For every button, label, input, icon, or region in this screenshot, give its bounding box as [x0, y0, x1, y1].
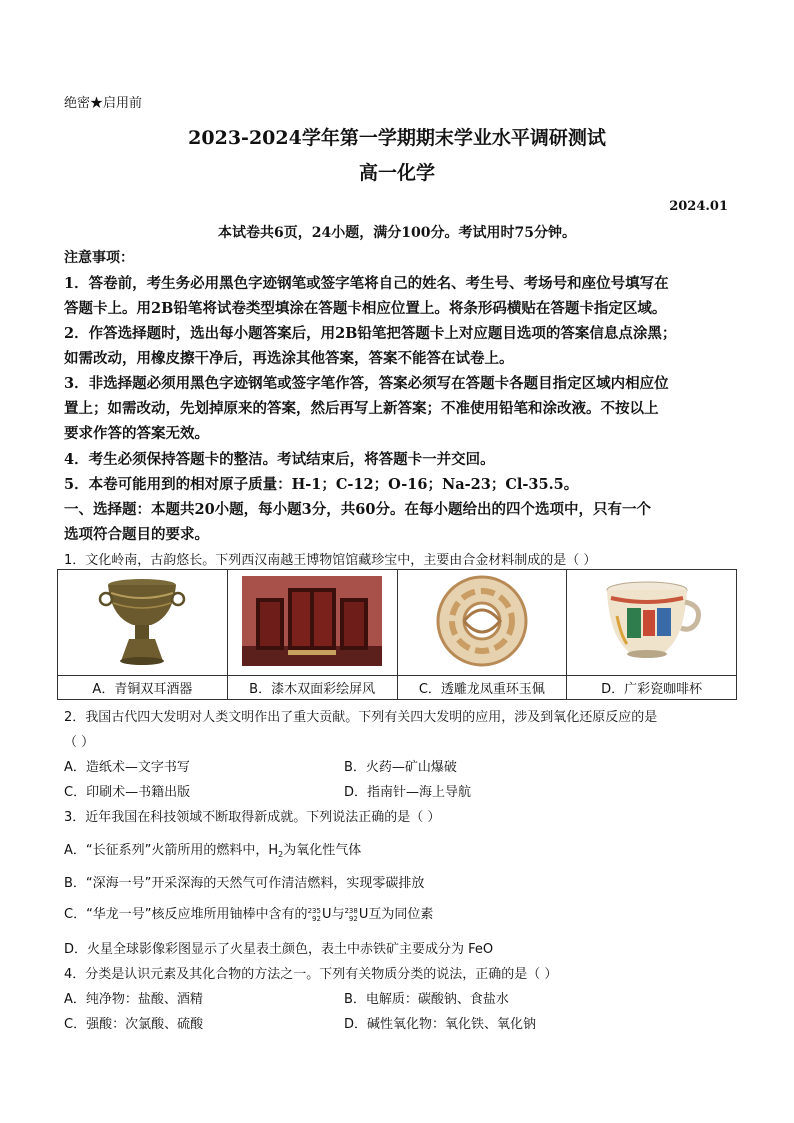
option-a-image	[58, 570, 228, 676]
confidential-label: 绝密★启用前	[64, 96, 143, 111]
section-heading: 选项符合题目的要求。	[64, 526, 209, 543]
option-d-caption: D．广彩瓷咖啡杯	[567, 676, 737, 700]
notes-line: 置上；如需改动，先划掉原来的答案，然后再写上新答案；不准使用铅笔和涂改液。不按以上	[64, 400, 659, 417]
question-3-option-b: B．“深海一号”开采深海的天然气可作清洁燃料，实现零碳排放	[64, 876, 425, 891]
option-c-caption: C．透雕龙凤重环玉佩	[397, 676, 567, 700]
question-2-option-d: D．指南针—海上导航	[344, 785, 472, 800]
notes-line: 4．考生必须保持答题卡的整洁。考试结束后，将答题卡一并交回。	[64, 451, 495, 468]
question-1-stem: 1．文化岭南，古韵悠长。下列西汉南越王博物馆馆藏珍宝中，主要由合金材料制成的是（ ）	[64, 553, 597, 568]
notes-line: 如需改动，用橡皮擦干净后，再选涂其他答案，答案不能答在试卷上。	[64, 350, 514, 367]
option-d-image	[567, 570, 737, 676]
option-c-image	[397, 570, 567, 676]
option-b-image	[227, 570, 397, 676]
option-c-text-end: U互为同位素	[358, 907, 434, 922]
question-2-option-b: B．火药—矿山爆破	[344, 760, 457, 775]
question-1-image-table	[57, 569, 737, 700]
question-3-option-d: D．火星全球影像彩图显示了火星表土颜色，表土中赤铁矿主要成分为 FeO	[64, 942, 494, 957]
question-4-stem: 4．分类是认识元素及其化合物的方法之一。下列有关物质分类的说法，正确的是（ ）	[64, 967, 558, 982]
option-a-caption: A．青铜双耳酒器	[58, 676, 228, 700]
notes-line: 答题卡上。用2B铅笔将试卷类型填涂在答题卡相应位置上。将条形码横贴在答题卡指定区域。	[64, 300, 667, 317]
notes-line: 2．作答选择题时，选出每小题答案后，用2B铅笔把答题卡上对应题目选项的答案信息点涂黑；	[64, 325, 677, 342]
exam-date: 2024.01	[669, 199, 728, 214]
porcelain-cup-icon	[597, 576, 707, 666]
option-b-caption: B．漆木双面彩绘屏风	[227, 676, 397, 700]
subject-title: 高一化学	[358, 162, 435, 184]
question-3-stem: 3．近年我国在科技领域不断取得新成就。下列说法正确的是（ ）	[64, 810, 441, 825]
bronze-wine-vessel-icon	[97, 573, 187, 669]
notes-title: 注意事项：	[64, 250, 134, 266]
option-a-text: A．“长征系列”火箭所用的燃料中，H	[64, 843, 279, 858]
question-4-option-d: D．碱性氧化物：氧化铁、氧化钠	[344, 1017, 537, 1032]
question-3-option-c	[64, 903, 433, 923]
option-c-text: C．“华龙一号”核反应堆所用铀棒中含有的	[64, 907, 308, 922]
question-4-option-b: B．电解质：碳酸钠、食盐水	[344, 992, 509, 1007]
option-a-text-end: 为氧化性气体	[283, 843, 362, 858]
jade-pendant-icon	[434, 573, 530, 669]
question-2-stem: 2．我国古代四大发明对人类文明作出了重大贡献。下列有关四大发明的应用，涉及到氧化还原反应的是	[64, 710, 658, 725]
subscript: 2	[278, 850, 284, 859]
notes-line: 5．本卷可能用到的相对原子质量：H-1；C-12；O-16；Na-23；Cl-35.5。	[64, 476, 579, 493]
notes-line: 3．非选择题必须用黑色字迹钢笔或签字笔作答，答案必须写在答题卡各题目指定区域内相应位	[64, 375, 669, 392]
isotope-notation: 235 92	[307, 906, 321, 923]
exam-info: 本试卷共6页，24小题，满分100分。考试用时75分钟。	[218, 225, 576, 241]
question-3-option-a	[64, 839, 361, 859]
exam-title: 2023-2024学年第一学期期末学业水平调研测试	[188, 127, 606, 149]
section-heading: 一、选择题：本题共20小题，每小题3分，共60分。在每小题给出的四个选项中，只有一个	[64, 501, 651, 518]
question-2-option-c: C．印刷术—书籍出版	[64, 785, 191, 800]
isotope-notation: 238 92	[344, 906, 358, 923]
question-4-option-c: C．强酸：次氯酸、硫酸	[64, 1017, 204, 1032]
lacquer-screen-icon	[242, 576, 382, 666]
question-2-option-a: A．造纸术—文字书写	[64, 760, 190, 775]
option-c-text-mid: U与	[321, 907, 345, 922]
notes-line: 要求作答的答案无效。	[64, 425, 209, 442]
question-2-paren: （ ）	[64, 735, 95, 750]
notes-line: 1．答卷前，考生务必用黑色字迹钢笔或签字笔将自己的姓名、考生号、考场号和座位号填写在	[64, 275, 669, 292]
question-4-option-a: A．纯净物：盐酸、酒精	[64, 992, 203, 1007]
